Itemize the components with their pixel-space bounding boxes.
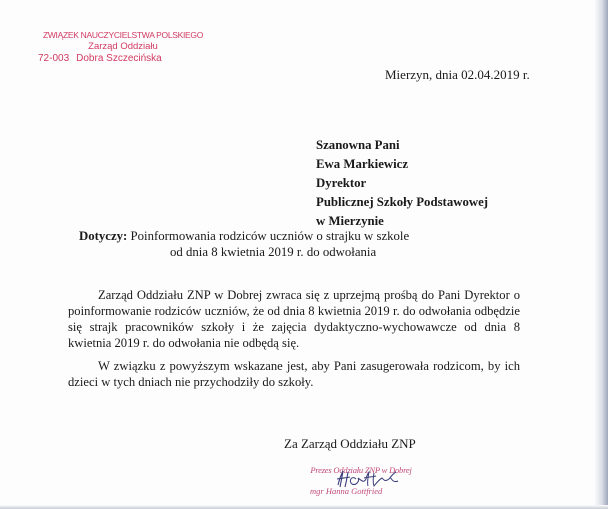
stamp-organization: ZWIĄZEK NAUCZYCIELSTWA POLSKIEGO	[42, 30, 204, 40]
addressee-school: Publicznej Szkoły Podstawowej	[316, 195, 489, 209]
stamp-address	[38, 53, 208, 66]
subject-line-1	[79, 228, 409, 244]
place-and-date: Mierzyn, dnia 02.04.2019 r.	[385, 67, 530, 82]
signature-title: Prezes Oddziału ZNP w Dobrej	[310, 465, 412, 475]
stamp-place: Dobra Szczecińska	[76, 52, 162, 64]
subject-block	[79, 228, 409, 260]
letter-body	[68, 287, 520, 390]
scan-bottom-shadow	[0, 505, 608, 509]
addressee-block	[316, 136, 488, 231]
addressee-name: Ewa Markiewicz	[316, 157, 409, 171]
stamp-board: Zarząd Oddziału	[88, 40, 158, 52]
scan-edge-shadow	[594, 0, 608, 509]
addressee-salutation: Szanowna Pani	[316, 138, 400, 152]
union-stamp	[38, 30, 208, 65]
body-paragraph-1: Zarząd Oddziału ZNP w Dobrej zwraca się z uprzejmą prośbą do Pani Dyrektor o poinformowanie rodziców uczniów, że od dnia 8 kwietnia 2019 r. do odwołania odbędzie się strajk pracowników szkoły i że zajęcia dydaktyczno-wychowawcze od dnia 8 kwietnia 2019 r. do odwołania nie odbędą się.	[68, 288, 520, 350]
addressee-position: Dyrektor	[316, 176, 367, 190]
subject-line-2: od dnia 8 kwietnia 2019 r. do odwołania	[170, 245, 377, 259]
addressee-location: w Mierzynie	[316, 214, 384, 228]
body-paragraph-2: W związku z powyższym wskazane jest, aby Pani zasugerowała rodzicom, by ich dzieci w tych dniach nie przychodziły do szkoły.	[68, 359, 520, 389]
stamp-postal-code: 72-003	[38, 52, 70, 64]
signature-stamp	[296, 465, 426, 496]
closing-line: Za Zarząd Oddziału ZNP	[284, 436, 416, 451]
subject-text: Poinformowania rodziców uczniów o strajku w szkole	[130, 229, 410, 243]
signature-name: mgr Hanna Gottfried	[310, 486, 383, 496]
subject-label: Dotyczy:	[79, 229, 128, 243]
